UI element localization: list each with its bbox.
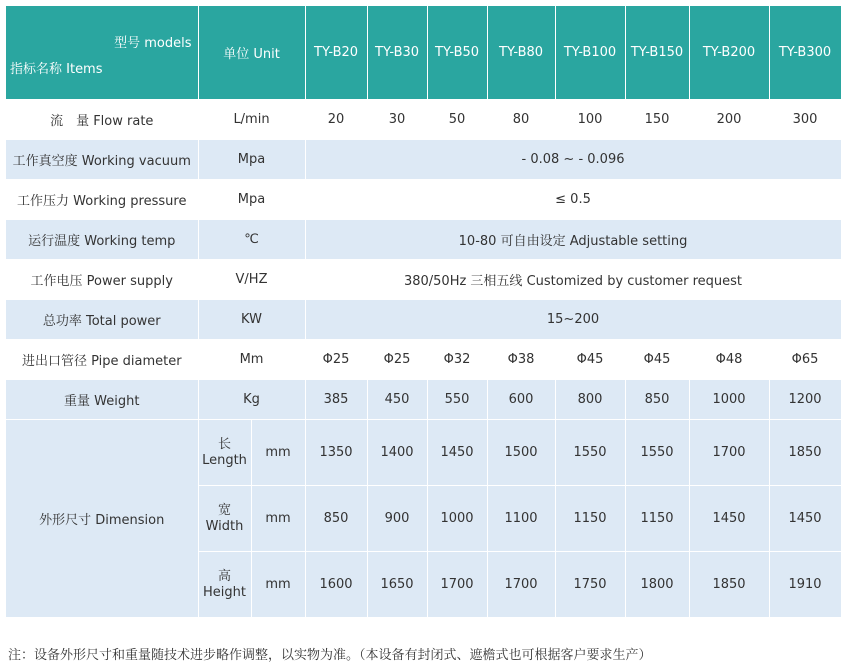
value-cell: 1000 bbox=[427, 486, 487, 552]
value-cell: Φ65 bbox=[769, 340, 841, 380]
row-unit: Mpa bbox=[198, 140, 305, 180]
value-cell: 1600 bbox=[305, 552, 367, 618]
value-cell: 385 bbox=[305, 380, 367, 420]
value-cell: 1550 bbox=[555, 420, 625, 486]
value-cell: 600 bbox=[487, 380, 555, 420]
model-header: TY-B300 bbox=[769, 6, 841, 100]
width-unit: mm bbox=[251, 486, 305, 552]
model-header: TY-B50 bbox=[427, 6, 487, 100]
row-unit: L/min bbox=[198, 100, 305, 140]
row-name: 工作电压 Power supply bbox=[6, 260, 198, 300]
row-unit: Mm bbox=[198, 340, 305, 380]
merged-value-cell: - 0.08 ~ - 0.096 bbox=[305, 140, 841, 180]
value-cell: 1350 bbox=[305, 420, 367, 486]
items-label: 指标名称 Items bbox=[10, 62, 103, 77]
row-unit: V/HZ bbox=[198, 260, 305, 300]
row-unit: ℃ bbox=[198, 220, 305, 260]
height-label-en: Height bbox=[203, 584, 246, 600]
merged-value-cell: 10-80 可自由设定 Adjustable setting bbox=[305, 220, 841, 260]
flow-rate-row bbox=[6, 100, 841, 140]
value-cell: 1100 bbox=[487, 486, 555, 552]
working-vacuum-row bbox=[6, 140, 841, 180]
corner-header-cell bbox=[6, 6, 198, 100]
value-cell: 1150 bbox=[555, 486, 625, 552]
row-name: 运行温度 Working temp bbox=[6, 220, 198, 260]
value-cell: 1700 bbox=[427, 552, 487, 618]
value-cell: 1850 bbox=[689, 552, 769, 618]
height-unit: mm bbox=[251, 552, 305, 618]
unit-header: 单位 Unit bbox=[198, 6, 305, 100]
value-cell: 200 bbox=[689, 100, 769, 140]
value-cell: 1400 bbox=[367, 420, 427, 486]
value-cell: 450 bbox=[367, 380, 427, 420]
row-name: 工作真空度 Working vacuum bbox=[6, 140, 198, 180]
model-header: TY-B200 bbox=[689, 6, 769, 100]
row-name: 总功率 Total power bbox=[6, 300, 198, 340]
value-cell: 1500 bbox=[487, 420, 555, 486]
value-cell: 20 bbox=[305, 100, 367, 140]
row-name: 工作压力 Working pressure bbox=[6, 180, 198, 220]
model-header: TY-B100 bbox=[555, 6, 625, 100]
length-unit: mm bbox=[251, 420, 305, 486]
width-label-cn: 宽 bbox=[217, 502, 231, 518]
width-label-en: Width bbox=[205, 518, 244, 534]
value-cell: 80 bbox=[487, 100, 555, 140]
value-cell: Φ38 bbox=[487, 340, 555, 380]
value-cell: 1750 bbox=[555, 552, 625, 618]
row-name: 重量 Weight bbox=[6, 380, 198, 420]
row-unit: KW bbox=[198, 300, 305, 340]
header-row bbox=[6, 6, 841, 100]
dimension-name: 外形尺寸 Dimension bbox=[6, 420, 198, 618]
value-cell: 1000 bbox=[689, 380, 769, 420]
total-power-row bbox=[6, 300, 841, 340]
value-cell: Φ48 bbox=[689, 340, 769, 380]
value-cell: 800 bbox=[555, 380, 625, 420]
length-label-cn: 长 bbox=[217, 436, 231, 452]
working-temp-row bbox=[6, 220, 841, 260]
value-cell: 900 bbox=[367, 486, 427, 552]
power-supply-row bbox=[6, 260, 841, 300]
value-cell: 1700 bbox=[487, 552, 555, 618]
value-cell: 1450 bbox=[427, 420, 487, 486]
value-cell: 1850 bbox=[769, 420, 841, 486]
value-cell: 30 bbox=[367, 100, 427, 140]
length-label-en: Length bbox=[202, 452, 247, 468]
value-cell: 150 bbox=[625, 100, 689, 140]
value-cell: 850 bbox=[305, 486, 367, 552]
model-header: TY-B30 bbox=[367, 6, 427, 100]
models-label: 型号 models bbox=[114, 36, 192, 51]
value-cell: Φ25 bbox=[367, 340, 427, 380]
merged-value-cell: 380/50Hz 三相五线 Customized by customer request bbox=[305, 260, 841, 300]
value-cell: 1800 bbox=[625, 552, 689, 618]
dimension-length-row bbox=[6, 420, 841, 486]
value-cell: 1150 bbox=[625, 486, 689, 552]
value-cell: 1650 bbox=[367, 552, 427, 618]
working-pressure-row bbox=[6, 180, 841, 220]
row-unit: Mpa bbox=[198, 180, 305, 220]
width-label bbox=[198, 486, 251, 552]
value-cell: 50 bbox=[427, 100, 487, 140]
value-cell: 1550 bbox=[625, 420, 689, 486]
value-cell: Φ45 bbox=[555, 340, 625, 380]
height-label bbox=[198, 552, 251, 618]
value-cell: Φ32 bbox=[427, 340, 487, 380]
height-label-cn: 高 bbox=[217, 568, 231, 584]
model-header: TY-B80 bbox=[487, 6, 555, 100]
merged-value-cell: 15~200 bbox=[305, 300, 841, 340]
value-cell: 1450 bbox=[689, 486, 769, 552]
value-cell: 1200 bbox=[769, 380, 841, 420]
length-label bbox=[198, 420, 251, 486]
merged-value-cell: ≤ 0.5 bbox=[305, 180, 841, 220]
spec-table bbox=[6, 6, 842, 618]
value-cell: 550 bbox=[427, 380, 487, 420]
value-cell: 1450 bbox=[769, 486, 841, 552]
weight-row bbox=[6, 380, 841, 420]
value-cell: 1700 bbox=[689, 420, 769, 486]
model-header: TY-B20 bbox=[305, 6, 367, 100]
value-cell: 850 bbox=[625, 380, 689, 420]
row-name: 流 量 Flow rate bbox=[6, 100, 198, 140]
row-unit: Kg bbox=[198, 380, 305, 420]
pipe-diameter-row bbox=[6, 340, 841, 380]
value-cell: Φ25 bbox=[305, 340, 367, 380]
value-cell: 100 bbox=[555, 100, 625, 140]
footnote: 注：设备外形尺寸和重量随技术进步略作调整，以实物为准。（本设备有封闭式、遮檐式也可根据客户要求生产） bbox=[8, 648, 652, 663]
value-cell: 1910 bbox=[769, 552, 841, 618]
row-name: 进出口管径 Pipe diameter bbox=[6, 340, 198, 380]
value-cell: 300 bbox=[769, 100, 841, 140]
value-cell: Φ45 bbox=[625, 340, 689, 380]
model-header: TY-B150 bbox=[625, 6, 689, 100]
